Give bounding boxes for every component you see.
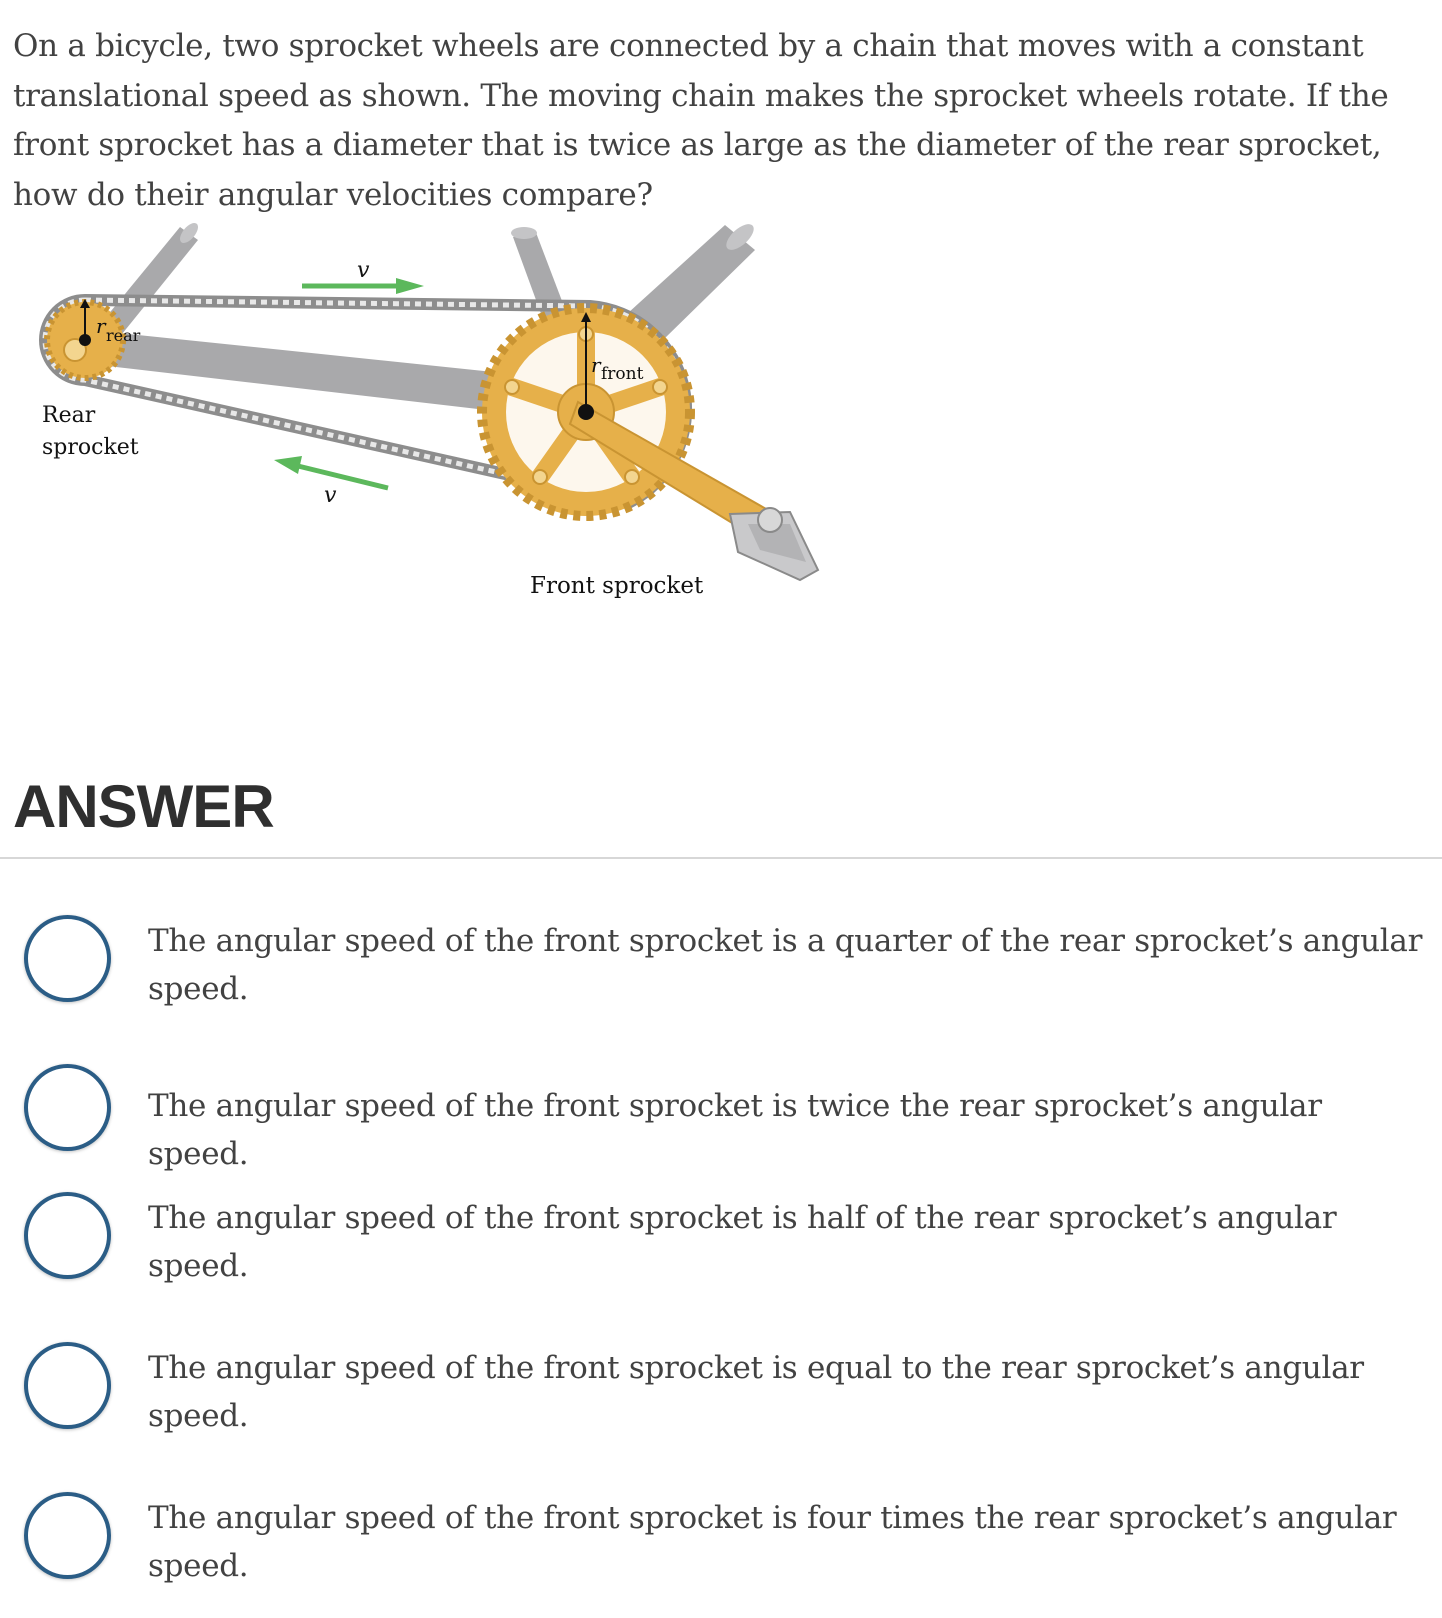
radio-button[interactable] xyxy=(24,1492,111,1579)
option-label: The angular speed of the front sprocket is twice the rear sprocket’s angular speed. xyxy=(148,1088,1322,1172)
option-label: The angular speed of the front sprocket is half of the rear sprocket’s angular speed. xyxy=(148,1200,1337,1284)
pedal xyxy=(730,508,818,580)
option-label: The angular speed of the front sprocket is a quarter of the rear sprocket’s angular speed. xyxy=(148,923,1423,1007)
r-front-subscript: front xyxy=(601,364,644,384)
rear-sprocket-label: Rear xyxy=(42,403,96,428)
rear-sprocket-label-line2: sprocket xyxy=(42,435,139,460)
bicycle-sprocket-diagram xyxy=(30,222,850,622)
divider xyxy=(0,857,1442,859)
option-label: The angular speed of the front sprocket is four times the rear sprocket’s angular speed. xyxy=(148,1500,1397,1584)
radio-button[interactable] xyxy=(24,915,111,1002)
front-sprocket xyxy=(482,308,775,540)
radio-button[interactable] xyxy=(24,1192,111,1279)
velocity-label-top: v xyxy=(357,258,370,283)
radio-button[interactable] xyxy=(24,1342,111,1429)
r-rear-symbol: r xyxy=(96,314,106,338)
r-rear-subscript: rear xyxy=(106,326,141,345)
r-front-symbol: r xyxy=(591,353,601,377)
front-sprocket-label: Front sprocket xyxy=(530,573,704,599)
sprocket-diagram-svg xyxy=(30,222,850,622)
radio-button[interactable] xyxy=(24,1064,111,1151)
question-text: On a bicycle, two sprocket wheels are connected by a chain that moves with a constant translational speed as shown. The moving chain makes the sprocket wheels rotate. If the front sprocket has a diameter that is twice as large as the diameter of the rear sprocket, how do their angular velocities compare? xyxy=(13,28,1389,213)
option-label: The angular speed of the front sprocket is equal to the rear sprocket’s angular speed. xyxy=(148,1350,1364,1434)
answer-heading: ANSWER xyxy=(13,773,274,840)
velocity-label-bottom: v xyxy=(324,483,337,508)
